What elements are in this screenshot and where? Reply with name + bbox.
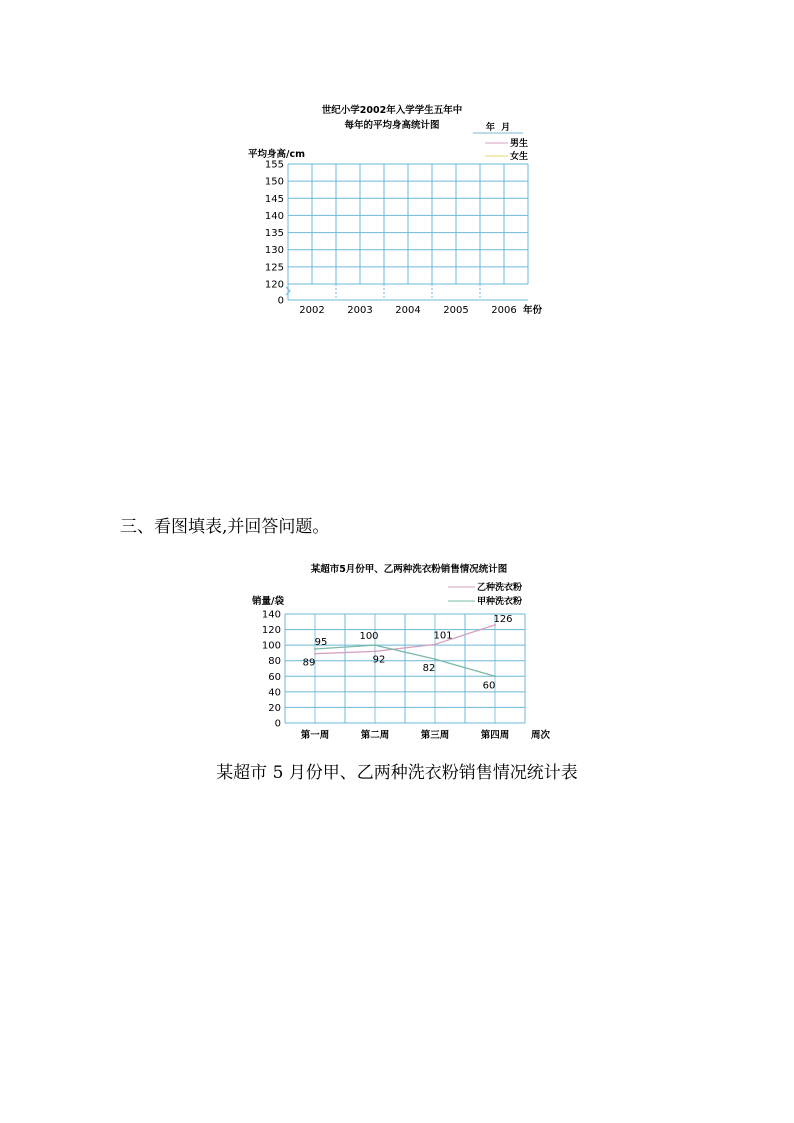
legend-label-boys: 男生 (510, 139, 529, 149)
chart1-legend-header: 年 月 (485, 123, 511, 133)
data-point (374, 644, 376, 646)
y-tick-label: 80 (268, 656, 281, 668)
x-tick-label: 2005 (443, 305, 469, 316)
y-tick-label: 155 (264, 159, 284, 171)
y-tick-label: 125 (264, 262, 284, 274)
x-tick-label: 第二周 (360, 730, 390, 741)
y-tick-label: 100 (261, 640, 281, 652)
x-tick-label: 第四周 (480, 730, 510, 741)
x-tick-label: 第一周 (300, 730, 330, 741)
legend-label-girls: 女生 (510, 152, 529, 162)
x-tick-label: 2004 (395, 305, 421, 316)
y-tick-label: 40 (268, 687, 281, 699)
y-tick-label: 130 (264, 245, 284, 257)
data-point (434, 658, 436, 660)
data-label-yi: 92 (372, 654, 386, 666)
y-tick-label: 120 (261, 625, 281, 637)
y-tick-label: 140 (264, 210, 284, 222)
data-point (494, 675, 496, 677)
chart1-grid (286, 164, 528, 300)
x-tick-label: 2003 (347, 305, 373, 316)
y-tick-label: 20 (268, 702, 281, 714)
chart2-xlabel: 周次 (531, 730, 551, 741)
chart1-x-ticks (299, 305, 516, 316)
chart1-ylabel: 平均身高/cm (248, 149, 306, 160)
y-tick-label: 120 (264, 279, 284, 291)
y-tick-label: 150 (264, 176, 284, 188)
y-tick-label: 0 (274, 718, 281, 730)
chart2-title: 某超市5月份甲、乙两种洗衣粉销售情况统计图 (310, 564, 508, 575)
height-chart (240, 95, 560, 325)
data-label-yi: 126 (493, 613, 513, 625)
data-point (374, 650, 376, 652)
chart1-title-line1: 世纪小学2002年入学学生五年中 (321, 105, 463, 116)
data-point (314, 653, 316, 655)
section-title: 三、看图填表,并回答问题。 (120, 517, 330, 537)
data-label-yi: 101 (433, 630, 453, 642)
data-point (314, 648, 316, 650)
x-tick-label: 第三周 (420, 730, 450, 741)
data-point (434, 643, 436, 645)
y-tick-label: 60 (268, 671, 281, 683)
data-label-yi: 89 (302, 657, 316, 669)
chart1-y-ticks (265, 160, 284, 307)
table-caption: 某超市 5 月份甲、乙两种洗衣粉销售情况统计表 (216, 763, 578, 783)
data-label-jia: 60 (482, 680, 496, 692)
x-tick-label: 2002 (299, 305, 325, 316)
data-label-jia: 82 (422, 663, 436, 675)
sales-chart (240, 555, 560, 750)
legend-label-jia: 甲种洗衣粉 (477, 597, 523, 607)
y-tick-label: 145 (264, 193, 284, 205)
x-tick-label: 2006 (491, 305, 517, 316)
chart2-x-ticks (301, 729, 510, 741)
y-tick-label: 140 (261, 609, 281, 621)
chart2-y-ticks (262, 610, 281, 730)
y-tick-label: 0 (277, 295, 284, 307)
chart1-xlabel: 年份 (523, 305, 543, 316)
legend-label-yi: 乙种洗衣粉 (477, 583, 523, 593)
data-label-jia: 100 (359, 631, 379, 643)
chart2-grid (285, 614, 525, 723)
y-tick-label: 135 (264, 228, 284, 240)
chart2-ylabel: 销量/袋 (252, 596, 284, 607)
data-label-jia: 95 (314, 637, 328, 649)
chart1-title-line2: 每年的平均身高统计图 (344, 120, 440, 131)
